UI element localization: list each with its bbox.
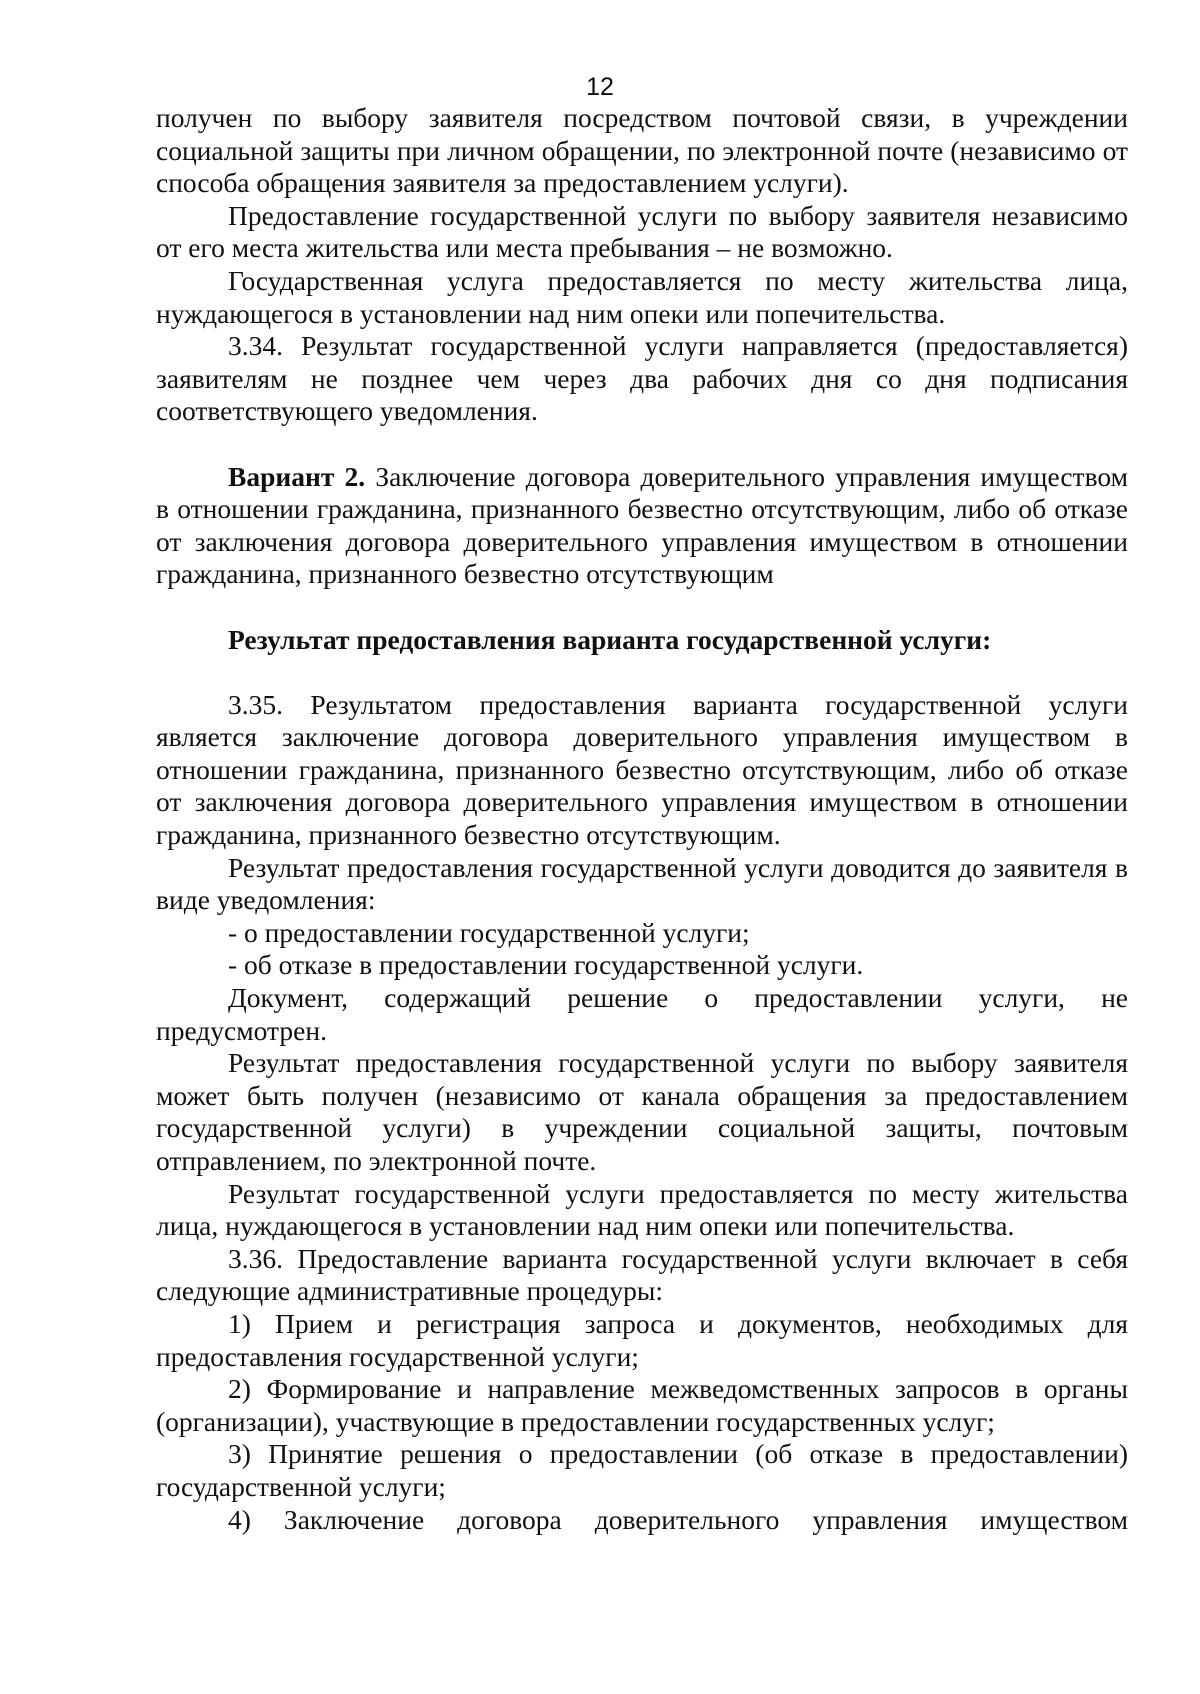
procedure-item-3: 3) Принятие решения о предоставлении (об отказе в предоставлении) государственной услуги;: [156, 1438, 1128, 1502]
procedure-item-2: 2) Формирование и направление межведомственных запросов в органы (организации), участвующие в предоставлении государственных услуг;: [156, 1373, 1128, 1437]
paragraph-result-channels: Результат предоставления государственной услуги по выбору заявителя может быть получен (независимо от канала обращения за предоставлением государственной услуги) в учреждении социальной защиты, почтовым отправлением, по электронной почте.: [156, 1047, 1128, 1176]
paragraph-place-of-service: Государственная услуга предоставляется по месту жительства лица, нуждающегося в установлении над ним опеки или попечительства.: [156, 264, 1128, 329]
paragraph-3-34: 3.34. Результат государственной услуги направляется (предоставляется) заявителям не позднее чем через два рабочих дня со дня подписания соответствующего уведомления.: [156, 330, 1128, 427]
page-number: 12: [586, 73, 614, 101]
procedure-item-1: 1) Прием и регистрация запроса и документов, необходимых для предоставления государственной услуги;: [156, 1307, 1128, 1372]
section-heading: Результат предоставления варианта государственной услуги:: [228, 623, 992, 655]
list-item-granted: - о предоставлении государственной услуги;: [228, 916, 750, 948]
variant-text: Заключение договора доверительного управления имуществом в отношении гражданина, признанного безвестно отсутствующим, либо об отказе от заключения договора доверительного управления имуществом в отношении гражданина, признанного безвестно отсутствующим: [156, 460, 1128, 590]
paragraph-notification: Результат предоставления государственной услуги доводится до заявителя в виде уведомления:: [156, 851, 1128, 916]
document-body: [156, 102, 1128, 1536]
variant-2-paragraph: [156, 461, 1128, 591]
list-item-refused: - об отказе в предоставлении государственной услуги.: [228, 949, 864, 981]
paragraph-extraterritorial: Предоставление государственной услуги по выбору заявителя независимо от его места жительства или места пребывания – не возможно.: [156, 199, 1128, 264]
paragraph-3-36: 3.36. Предоставление варианта государственной услуги включает в себя следующие административные процедуры:: [156, 1242, 1128, 1307]
paragraph-delivery-channels: получен по выбору заявителя посредством почтовой связи, в учреждении социальной защиты при личном обращении, по электронной почте (независимо от способа обращения заявителя за предоставлением услуги).: [156, 102, 1128, 199]
paragraph-result-place: Результат государственной услуги предоставляется по месту жительства лица, нуждающегося в установлении над ним опеки или попечительства.: [156, 1177, 1128, 1242]
variant-label: Вариант 2.: [228, 460, 366, 492]
paragraph-document-not-provided: Документ, содержащий решение о предоставлении услуги, не предусмотрен.: [156, 982, 1128, 1046]
procedure-item-4: 4) Заключение договора доверительного управления имуществом: [228, 1503, 1128, 1535]
paragraph-3-35: 3.35. Результатом предоставления варианта государственной услуги является заключение договора доверительного управления имуществом в отношении гражданина, признанного безвестно отсутствующим, либо об отказе от заключения договора доверительного управления имуществом в отношении гражданина, признанного безвестно отсутствующим.: [156, 688, 1128, 851]
